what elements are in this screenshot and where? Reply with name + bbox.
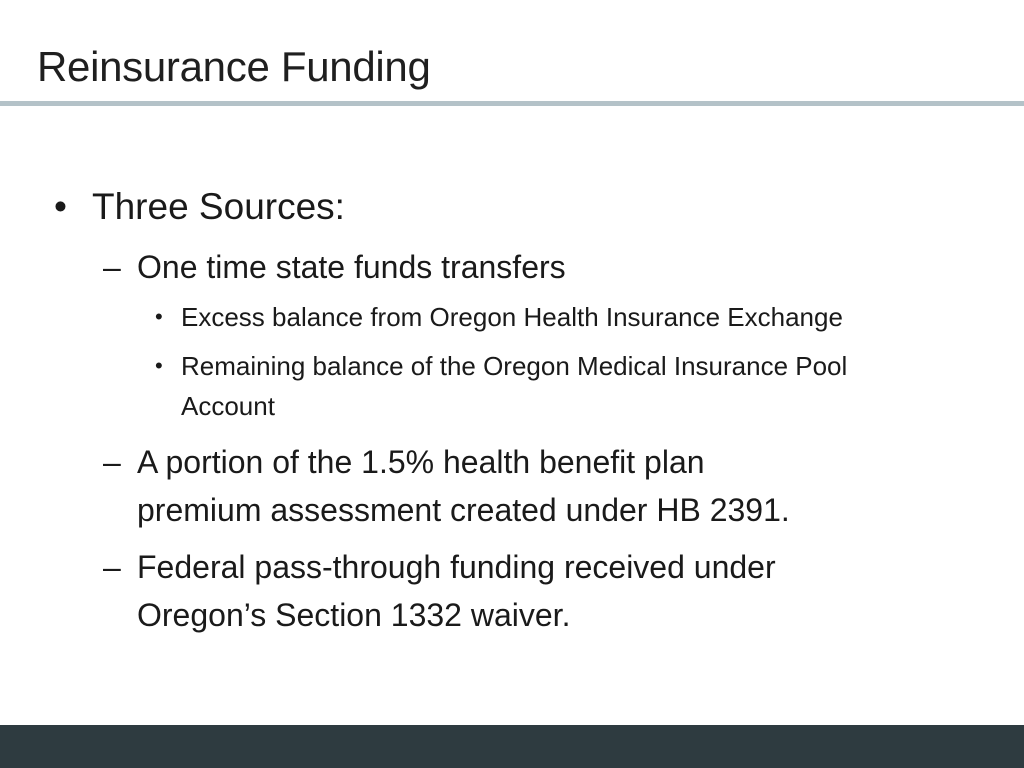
sub-bullet-premium-assessment — [103, 438, 837, 534]
title-divider — [0, 101, 1024, 106]
footer-bar — [0, 725, 1024, 768]
bullet-three-sources — [54, 185, 972, 229]
bullet-marker: • — [54, 186, 67, 227]
dash-marker: – — [103, 549, 121, 585]
sub-bullet-text: A portion of the 1.5% health benefit plan premium assessment created under HB 2391. — [137, 444, 790, 528]
bullet-text: Three Sources: — [92, 186, 345, 227]
sub-sub-bullet-text: Remaining balance of the Oregon Medical Insurance Pool Account — [181, 351, 848, 421]
sub-bullet-state-funds — [103, 243, 897, 291]
bullet-marker: • — [155, 353, 163, 378]
sub-bullet-text: One time state funds transfers — [137, 249, 566, 285]
sub-sub-bullet-text: Excess balance from Oregon Health Insurance Exchange — [181, 302, 843, 332]
sub-bullet-federal-funding — [103, 543, 877, 639]
sub-bullet-text: Federal pass-through funding received under Oregon’s Section 1332 waiver. — [137, 549, 776, 633]
slide-title: Reinsurance Funding — [37, 43, 431, 90]
bullet-marker: • — [155, 304, 163, 329]
sub-sub-bullet-excess-balance — [155, 297, 971, 337]
dash-marker: – — [103, 444, 121, 480]
dash-marker: – — [103, 249, 121, 285]
sub-sub-bullet-remaining-balance — [155, 346, 921, 426]
